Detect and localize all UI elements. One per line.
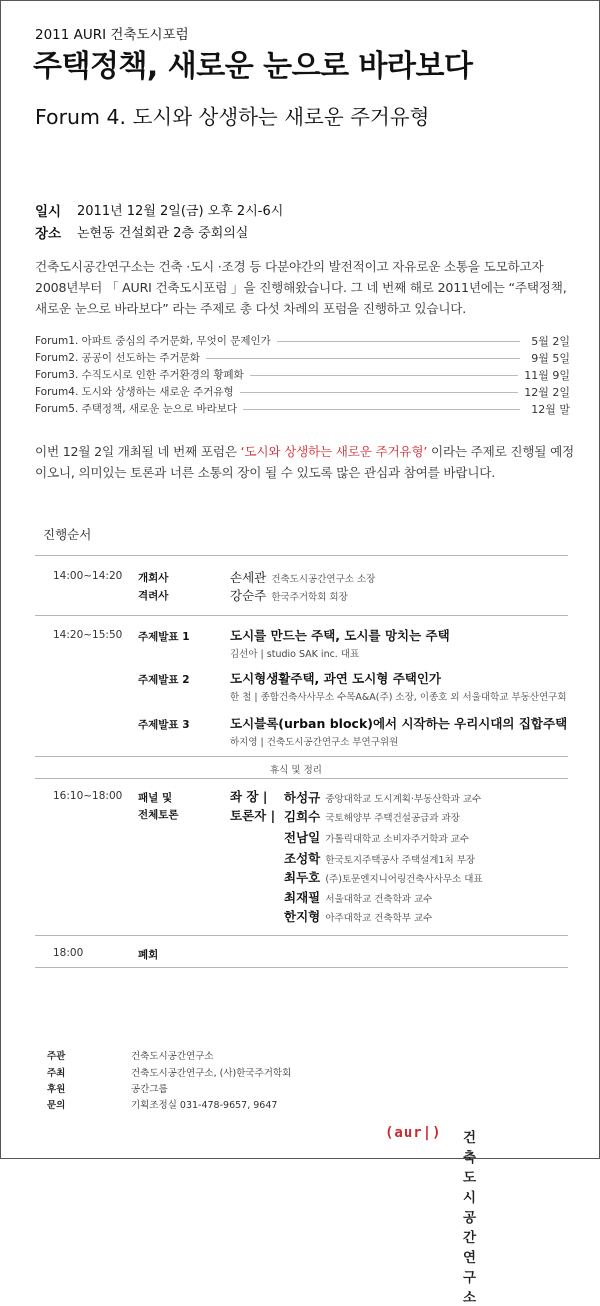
forum-name: Forum4. 도시와 상생하는 새로운 주거유형 xyxy=(35,384,240,399)
forum-schedule-item xyxy=(35,401,570,419)
person-affiliation: 서울대학교 건축학과 교수 xyxy=(325,894,433,905)
footer-value: 건축도시공간연구소, (사)한국주거학회 xyxy=(131,1068,292,1079)
session-role: 패널 및 xyxy=(138,792,173,804)
session-time: 16:10~18:00 xyxy=(53,790,123,802)
presentation-topic: 도시를 만드는 주택, 도시를 망치는 주택 xyxy=(230,628,450,643)
divider xyxy=(35,555,568,556)
panel-discussant xyxy=(284,848,475,867)
person-name: 손세관 xyxy=(230,570,267,585)
opening-speaker xyxy=(230,567,375,586)
chair-label: 좌 장 | xyxy=(230,789,268,804)
panel-discussant xyxy=(284,827,469,846)
place-value: 논현동 건설회관 2층 중회의실 xyxy=(77,226,249,241)
person-affiliation: 아주대학교 건축학부 교수 xyxy=(325,913,433,924)
forum-date: 12월 2일 xyxy=(518,384,570,400)
person-name: 강순주 xyxy=(230,588,267,603)
footer-value: 건축도시공간연구소 xyxy=(131,1051,214,1062)
divider xyxy=(35,967,568,968)
panel-discussant xyxy=(284,867,483,886)
session-time: 18:00 xyxy=(53,947,84,959)
person-name: 전남일 xyxy=(284,830,321,845)
presentation-speaker: 한 철 | 종합건축사사무소 수목A&A(주) 소장, 이종호 외 서울대학교 부동산연구회 xyxy=(230,692,567,703)
forum-series-label: 2011 AURI 건축도시포럼 xyxy=(35,27,189,43)
forum-date: 11월 9일 xyxy=(518,367,570,383)
discussant-label: 토론자 | xyxy=(230,808,276,823)
divider xyxy=(35,756,568,757)
person-affiliation: 한국토지주택공사 주택설계1처 부장 xyxy=(325,855,476,866)
person-affiliation: 건축도시공간연구소 소장 xyxy=(271,574,376,585)
footer-label: 후원 xyxy=(47,1084,66,1095)
person-name: 김희수 xyxy=(284,809,321,824)
announcement-highlight: ‘도시와 상생하는 새로운 주거유형’ xyxy=(240,444,428,459)
forum-name: Forum2. 공공이 선도하는 주거문화 xyxy=(35,350,206,365)
panel-discussant xyxy=(284,887,432,906)
page-title: 주택정책, 새로운 눈으로 바라보다 xyxy=(33,49,473,84)
auri-logo-mark: (aur|) xyxy=(385,1125,442,1141)
divider xyxy=(35,778,568,779)
person-name: 조성학 xyxy=(284,851,321,866)
forum-name: Forum1. 아파트 중심의 주거문화, 무엇이 문제인가 xyxy=(35,333,277,348)
forum-subtitle: Forum 4. 도시와 상생하는 새로운 주거유형 xyxy=(35,105,430,129)
person-affiliation: 중앙대학교 도시계획·부동산학과 교수 xyxy=(325,794,482,805)
session-role: 주제발표 2 xyxy=(138,674,190,686)
presentation-speaker: 하지영 | 건축도시공간연구소 부연구위원 xyxy=(230,737,399,748)
forum-schedule-item xyxy=(35,384,570,402)
program-title: 진행순서 xyxy=(43,527,92,542)
forum-date: 12월 말 xyxy=(525,401,570,417)
person-affiliation: (주)토문엔지니어링건축사사무소 대표 xyxy=(325,874,483,885)
forum-date: 5월 2일 xyxy=(525,333,570,349)
person-affiliation: 한국주거학회 회장 xyxy=(271,592,348,603)
forum-name: Forum5. 주택정책, 새로운 눈으로 바라보다 xyxy=(35,401,243,416)
auri-logo-text: 건축도시공간연구소 xyxy=(463,1130,477,1306)
footer-label: 주최 xyxy=(47,1068,66,1079)
footer-value: 공간그룹 xyxy=(131,1084,168,1095)
divider xyxy=(35,615,568,616)
announcement-text: 이번 12월 2일 개최될 네 번째 포럼은 xyxy=(35,444,241,459)
person-name: 한지형 xyxy=(284,909,321,924)
encouragement-speaker xyxy=(230,585,348,604)
presentation-speaker: 김선아 | studio SAK inc. 대표 xyxy=(230,649,360,660)
session-role: 격려사 xyxy=(138,590,169,602)
session-role: 전체토론 xyxy=(138,809,179,821)
forum-name: Forum3. 수직도시로 인한 주거환경의 황폐화 xyxy=(35,367,250,382)
footer-label: 주관 xyxy=(47,1051,66,1062)
panel-discussant xyxy=(284,806,460,825)
footer-label: 문의 xyxy=(47,1100,66,1111)
session-time: 14:20~15:50 xyxy=(53,629,123,641)
footer-value: 기획조정실 031-478-9657, 9647 xyxy=(131,1100,278,1111)
divider xyxy=(35,935,568,936)
date-label: 일시 xyxy=(35,204,62,220)
presentation-topic: 도시형생활주택, 과연 도시형 주택인가 xyxy=(230,671,442,686)
session-time: 14:00~14:20 xyxy=(53,570,123,582)
presentation-topic: 도시블록(urban block)에서 시작하는 우리시대의 집합주택 xyxy=(230,716,568,731)
session-role: 주제발표 1 xyxy=(138,631,190,643)
person-name: 하성규 xyxy=(284,790,321,805)
person-name: 최재필 xyxy=(284,890,321,905)
intro-paragraph: 건축도시공간연구소는 건축 ·도시 ·조경 등 다분야간의 발전적이고 자유로운 소통을 도모하고자 2008년부터 「 AURI 건축도시포럼 」을 진행해왔습니다. 그 네 번째 해로 2011년에는 “주택정책, 새로운 눈으로 바라보다” 라는 주제로 총 다섯 차례의 포럼을 진행하고 있습니다. xyxy=(35,259,567,316)
forum-schedule-item xyxy=(35,333,570,351)
session-role: 폐회 xyxy=(138,949,159,961)
session-role: 주제발표 3 xyxy=(138,719,190,731)
panel-chair xyxy=(284,787,481,806)
forum-schedule-item xyxy=(35,350,570,368)
person-name: 최두호 xyxy=(284,870,321,885)
panel-discussant xyxy=(284,906,432,925)
date-value: 2011년 12월 2일(금) 오후 2시-6시 xyxy=(77,204,284,219)
forum-date: 9월 5일 xyxy=(525,350,570,366)
break-label: 휴식 및 정리 xyxy=(270,765,322,776)
person-affiliation: 국토해양부 주택건설공급과 과장 xyxy=(325,813,460,824)
announcement-text: 이라는 주제로 진행될 예정이오니, 의미있는 토론과 너른 소통의 장이 될 수 있도록 많은 관심과 참여를 바랍니다. xyxy=(35,444,575,480)
forum-schedule-item xyxy=(35,367,570,385)
person-affiliation: 가톨릭대학교 소비자주거학과 교수 xyxy=(325,834,470,845)
place-label: 장소 xyxy=(35,226,62,242)
session-role: 개회사 xyxy=(138,572,169,584)
announcement-paragraph xyxy=(35,441,580,483)
